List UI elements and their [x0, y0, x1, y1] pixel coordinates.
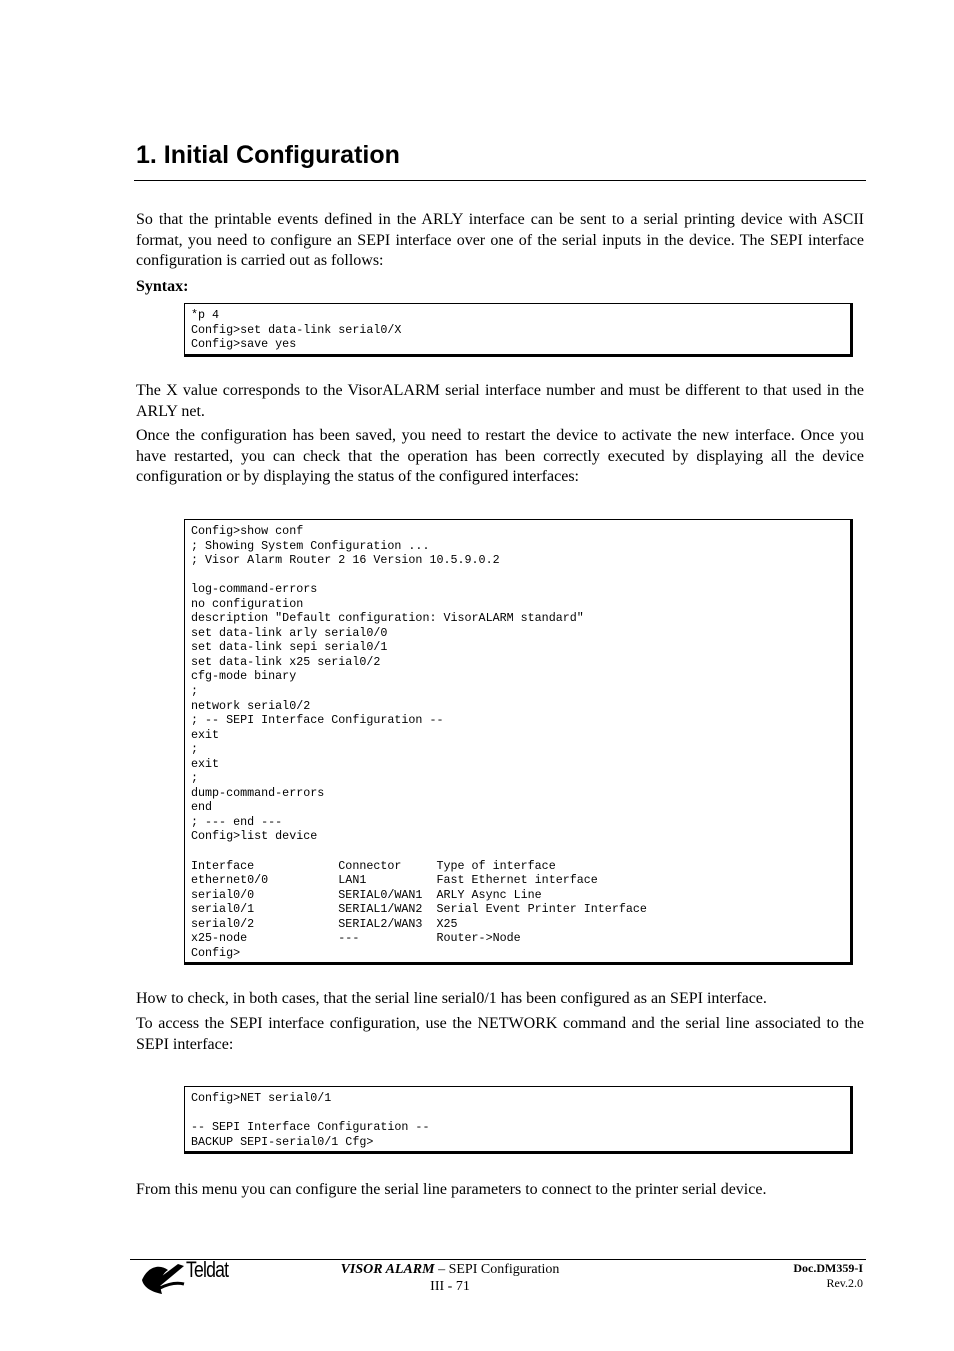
code-line: serial0/1 SERIAL1/WAN2 Serial Event Printer Interface [191, 902, 647, 917]
code-line: set data-link arly serial0/0 [191, 625, 388, 640]
footer-title-rest: – SEPI Configuration [434, 1262, 560, 1277]
code-line: serial0/0 SERIAL0/WAN1 ARLY Async Line [191, 887, 542, 902]
code-line: log-command-errors [191, 582, 318, 597]
net-code-block [184, 1086, 853, 1154]
code-line: Config>show conf [191, 524, 304, 538]
code-line: ; [191, 771, 199, 786]
code-line: set data-link sepi serial0/1 [191, 640, 388, 655]
once-saved-paragraph: Once the configuration has been saved, you need to restart the device to activate the new interface. Once you have restarted, you can check that the operation has been correctly executed by displaying all the device configuration or by displaying the status of the configured interfaces: [136, 427, 864, 485]
code-line: serial0/2 SERIAL2/WAN3 X25 [191, 916, 458, 931]
code-line: cfg-mode binary [191, 669, 297, 684]
code-line [191, 1106, 844, 1121]
page-title: 1. Initial Configuration [136, 141, 400, 169]
code-line [191, 568, 844, 583]
footer-page-number: III - 71 [430, 1279, 470, 1294]
code-line: ; -- SEPI Interface Configuration -- [191, 713, 444, 728]
code-line: ; [191, 742, 199, 757]
to-access-paragraph: To access the SEPI interface configuration, use the NETWORK command and the serial line associated to the SEPI interface: [136, 1015, 864, 1053]
how-check-paragraph: How to check, in both cases, that the serial line serial0/1 has been configured as an SEPI interface. [136, 990, 767, 1007]
show-conf-code-block [184, 519, 853, 965]
code-line: dump-command-errors [191, 785, 325, 800]
footer-title [300, 1261, 600, 1278]
code-line: Config> [191, 945, 241, 960]
code-line [191, 844, 844, 859]
syntax-code-block [184, 303, 853, 357]
code-line: ; --- end --- [191, 814, 283, 829]
code-line: -- SEPI Interface Configuration -- [191, 1120, 430, 1135]
intro-paragraph: So that the printable events defined in the ARLY interface can be sent to a serial printing device with ASCII format, you need to configure an SEPI interface over one of the serial inputs in the device. The SEPI interface configuration is carried out as follows: [136, 211, 864, 269]
code-line: Config>list device [191, 829, 318, 844]
code-line: end [191, 800, 213, 815]
footer-center [300, 1261, 600, 1295]
code-line: Interface Connector Type of interface [191, 858, 556, 873]
code-line: exit [191, 727, 220, 742]
syntax-label: Syntax: [136, 278, 189, 295]
code-line: Config>set data-link serial0/X [191, 322, 402, 337]
doc-number: Doc.DM359-I [793, 1261, 863, 1275]
code-line: ; Visor Alarm Router 2 16 Version 10.5.9.0.2 [191, 553, 500, 568]
code-line: x25-node --- Router->Node [191, 931, 521, 946]
code-line: exit [191, 756, 220, 771]
code-line: description "Default configuration: VisorALARM standard" [191, 611, 584, 626]
revision: Rev.2.0 [826, 1276, 863, 1290]
code-line: network serial0/2 [191, 698, 311, 713]
code-line: ; Showing System Configuration ... [191, 538, 430, 553]
code-line: *p 4 [191, 308, 220, 322]
from-menu-paragraph: From this menu you can configure the serial line parameters to connect to the printer serial device. [136, 1181, 767, 1198]
teldat-logo-text: Teldat [186, 1257, 229, 1282]
x-value-paragraph: The X value corresponds to the VisorALARM serial interface number and must be different to that used in the ARLY net. [136, 382, 864, 420]
code-line: Config>save yes [191, 337, 297, 352]
code-line: BACKUP SEPI-serial0/1 Cfg> [191, 1134, 374, 1149]
code-line: Config>NET serial0/1 [191, 1091, 332, 1105]
footer-doc-info [793, 1261, 863, 1291]
footer-title-bold: VISOR ALARM [340, 1262, 435, 1277]
code-line: set data-link x25 serial0/2 [191, 654, 381, 669]
code-line: ethernet0/0 LAN1 Fast Ethernet interface [191, 873, 598, 888]
code-line: no configuration [191, 596, 304, 611]
code-line: ; [191, 684, 199, 699]
title-divider [134, 180, 866, 181]
